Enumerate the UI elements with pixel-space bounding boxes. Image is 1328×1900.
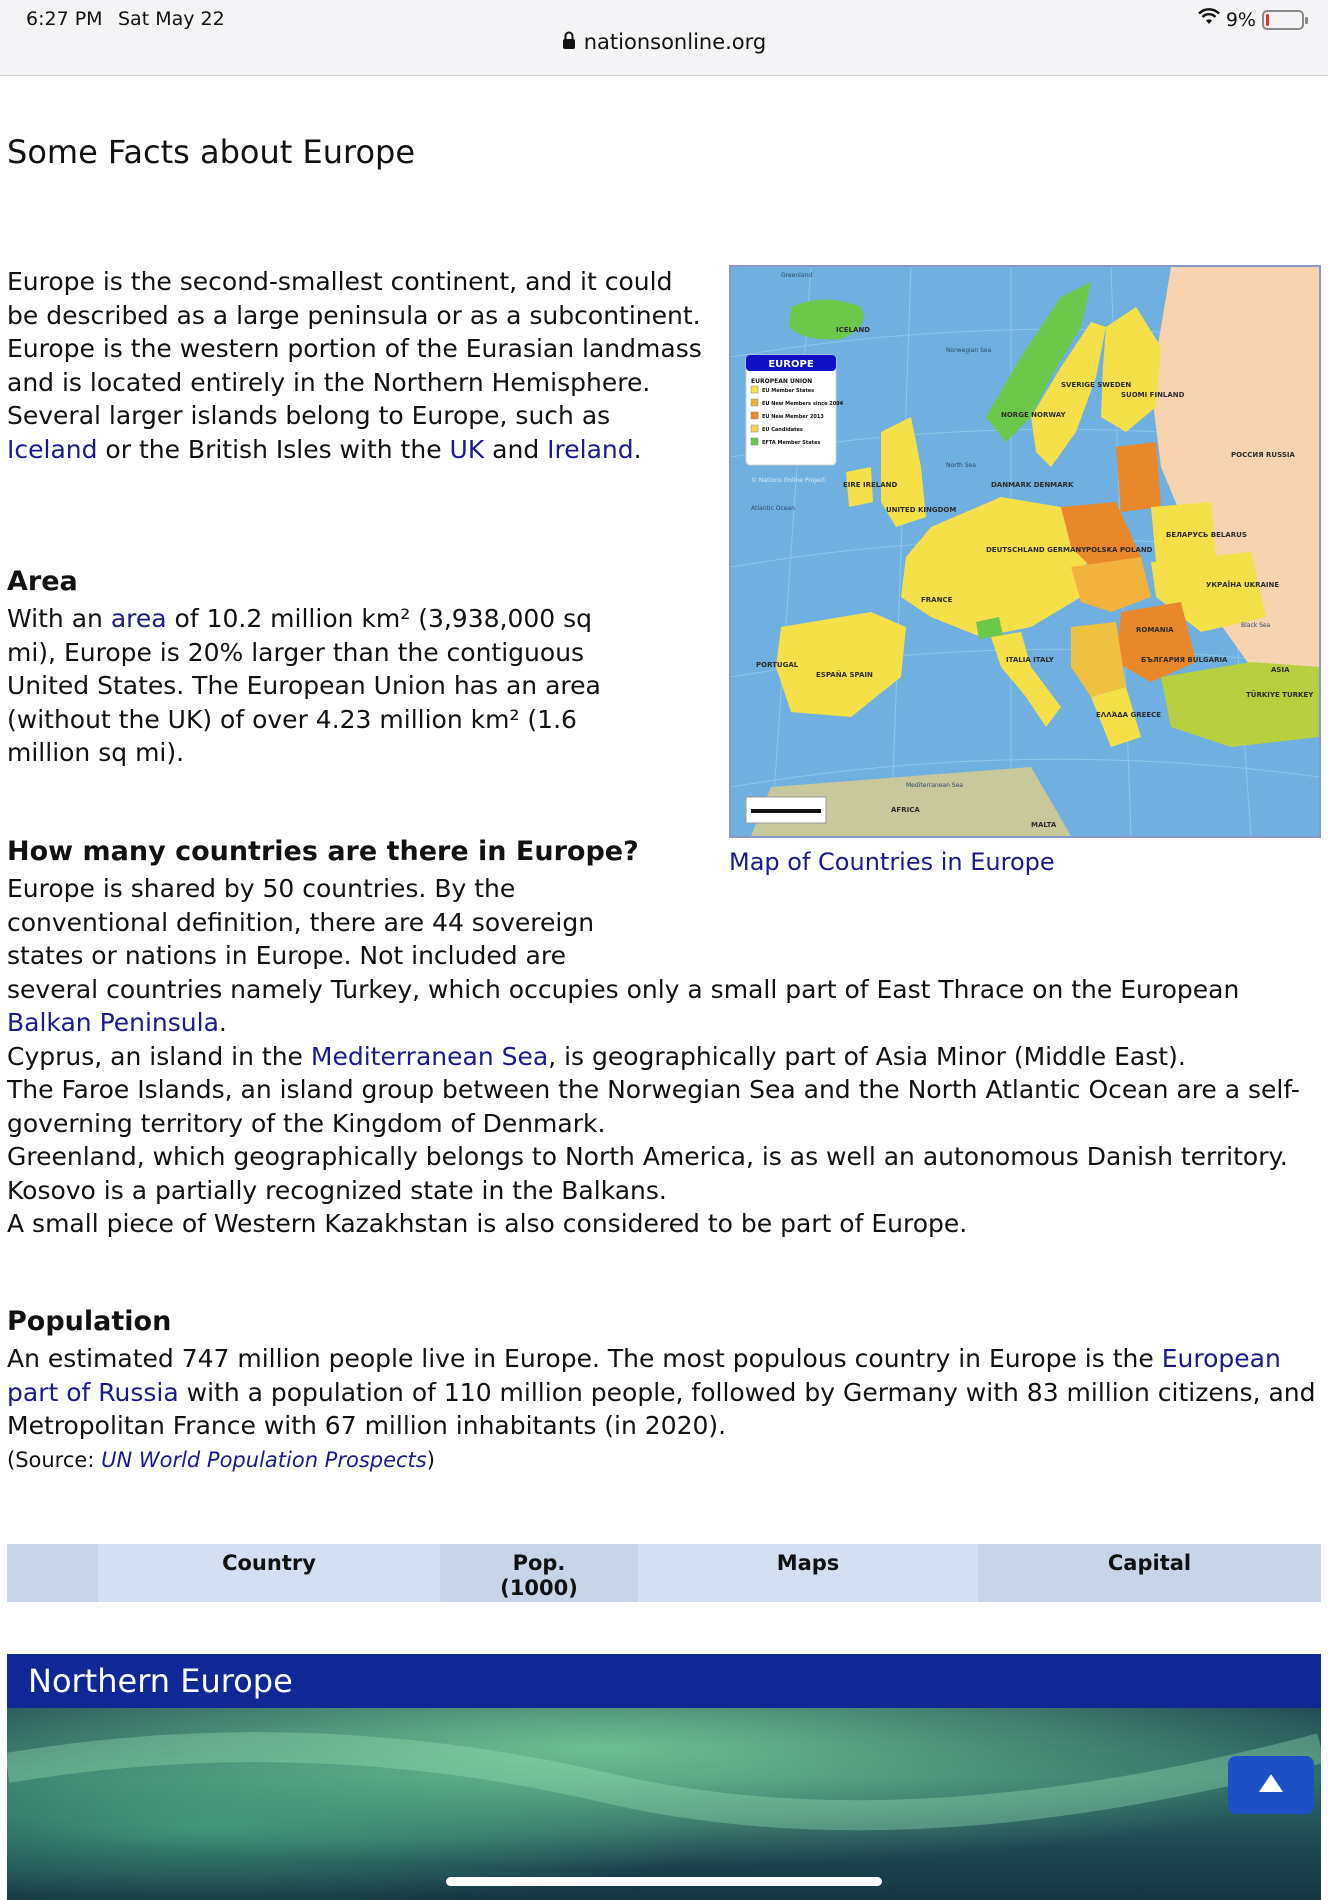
map-label-poland: POLSKA POLAND: [1086, 546, 1153, 554]
legend-item-label: EU New Members since 2004: [762, 401, 844, 407]
map-credit: © Nations Online Project: [751, 477, 826, 484]
map-label-iceland: ICELAND: [836, 326, 871, 334]
page-title: Some Facts about Europe: [7, 133, 416, 171]
status-indicators: [1198, 8, 1304, 31]
intro-paragraph: [7, 265, 707, 466]
population-source: [7, 1448, 435, 1472]
countries-line: A small piece of Western Kazakhstan is also considered to be part of Europe.: [7, 1209, 968, 1238]
legend-swatch: [751, 399, 758, 406]
battery-percent: 9%: [1225, 8, 1256, 31]
map-legend-title: EUROPE: [768, 359, 814, 370]
legend-item-label: EU New Member 2013: [762, 414, 824, 420]
map-label-uk: UNITED KINGDOM: [886, 506, 957, 514]
scroll-to-top-button[interactable]: [1228, 1756, 1314, 1814]
map-label-bulgaria: БЪЛГАРИЯ BULGARIA: [1141, 656, 1228, 664]
legend-item-label: EU Candidates: [762, 427, 803, 433]
intro-text: .: [633, 434, 642, 464]
map-label-belarus: БЕЛАРУСЬ BELARUS: [1166, 531, 1247, 539]
european-russia-link[interactable]: European part of Russia: [7, 1344, 1281, 1407]
address-bar[interactable]: [0, 30, 1328, 54]
iceland-link[interactable]: Iceland: [7, 434, 98, 464]
arrow-up-icon: [1258, 1773, 1284, 1797]
countries-text: Cyprus, an island in the: [7, 1041, 311, 1071]
population-heading: Population: [7, 1306, 172, 1337]
status-time: 6:27 PM: [26, 8, 103, 30]
intro-text: or the British Isles with the: [97, 434, 450, 464]
table-header-country: Country: [98, 1544, 440, 1602]
table-header-population-label: Pop. (1000): [500, 1551, 578, 1600]
map-label-mediterranean-sea: Mediterranean Sea: [906, 782, 963, 789]
legend-swatch: [751, 386, 758, 393]
countries-line: [7, 1040, 1328, 1074]
balkan-peninsula-link[interactable]: Balkan Peninsula: [7, 1008, 219, 1037]
map-label-turkey: TÜRKIYE TURKEY: [1246, 691, 1314, 699]
map-label-france: FRANCE: [921, 596, 953, 604]
map-label-sweden: SVERIGE SWEDEN: [1061, 381, 1132, 389]
map-caption-link[interactable]: Map of Countries in Europe: [729, 848, 1055, 876]
battery-level: [1266, 14, 1269, 26]
map-label-malta: MALTA: [1031, 821, 1057, 829]
table-header-population: [440, 1544, 638, 1602]
countries-text: .: [218, 1008, 227, 1037]
population-text: with a population of 110 million people, followed by Germany with 83 million citizens, and Metropolitan France with 67 million inhabitants (in 2020).: [7, 1377, 1316, 1440]
map-label-africa: AFRICA: [891, 806, 920, 814]
legend-swatch: [751, 438, 758, 445]
legend-item-label: EFTA Member States: [762, 440, 821, 446]
map-label-norwegian-sea: Norwegian Sea: [946, 347, 992, 354]
status-date: Sat May 22: [118, 8, 225, 30]
battery-icon: [1262, 10, 1304, 30]
url-text: nationsonline.org: [583, 30, 767, 54]
countries-line: The Faroe Islands, an island group between the Norwegian Sea and the North Atlantic Ocean are a self-governing territory of the Kingdom of Denmark.: [7, 1075, 1300, 1138]
countries-paragraph: [7, 872, 1328, 1241]
area-text: of 10.2 million km² (3,938,000 sq mi), Europe is 20% larger than the contiguous United States. The European Union has an area (without the UK) of over 4.23 million km² (1.6 million sq mi).: [7, 604, 601, 767]
mediterranean-sea-link[interactable]: Mediterranean Sea: [310, 1041, 549, 1071]
map-label-asia: ASIA: [1271, 666, 1290, 674]
map-label-black-sea: Black Sea: [1241, 622, 1271, 629]
countries-line: [7, 1006, 1328, 1040]
map-label-denmark: DANMARK DENMARK: [991, 481, 1074, 489]
countries-line: Kosovo is a partially recognized state in the Balkans.: [7, 1175, 667, 1205]
map-label-ukraine: УКРАЇНА UKRAINE: [1206, 581, 1280, 589]
northern-europe-image: [7, 1708, 1321, 1900]
source-text: (Source:: [7, 1448, 102, 1472]
area-link[interactable]: area: [110, 604, 167, 633]
countries-line: several countries namely Turkey, which occupies only a small part of East Thrace on the European: [7, 974, 1240, 1004]
un-population-link[interactable]: [101, 1448, 427, 1472]
countries-text: , is geographically part of Asia Minor (Middle East).: [548, 1041, 1186, 1071]
countries-line: Europe is shared by 50 countries. By the: [7, 874, 516, 903]
map-label-norway: NORGE NORWAY: [1001, 411, 1066, 419]
countries-line: Greenland, which geographically belongs to North America, is as well an autonomous Danish territory.: [7, 1142, 1288, 1171]
population-paragraph: [7, 1342, 1328, 1443]
ireland-link[interactable]: Ireland: [547, 434, 634, 464]
legend-item-label: EU Member States: [762, 388, 815, 394]
population-text: An estimated 747 million people live in Europe. The most populous country in Europe is the: [7, 1344, 1162, 1373]
map-legend-subtitle: EUROPEAN UNION: [751, 378, 813, 385]
map-label-spain: ESPAÑA SPAIN: [816, 671, 873, 679]
map-label-north-sea: North Sea: [946, 462, 976, 469]
wifi-icon: [1198, 8, 1220, 31]
map-label-greenland: Greenland: [781, 272, 813, 279]
map-label-russia: РОССИЯ RUSSIA: [1231, 451, 1295, 459]
legend-swatch: [751, 425, 758, 432]
legend-swatch: [751, 412, 758, 419]
countries-heading: How many countries are there in Europe?: [7, 836, 639, 867]
map-label-finland: SUOMI FINLAND: [1121, 391, 1185, 399]
map-label-ireland: EIRE IRELAND: [843, 481, 898, 489]
countries-line: conventional definition, there are 44 sovereign: [7, 907, 595, 937]
region-heading-northern-europe: Northern Europe: [7, 1654, 1321, 1708]
intro-text: and: [484, 434, 548, 464]
countries-line: states or nations in Europe. Not included are: [7, 941, 566, 970]
table-header-maps: Maps: [638, 1544, 978, 1602]
area-paragraph: [7, 602, 647, 770]
intro-text: Europe is the second-smallest continent, and it could be described as a large peninsula or as a subcontinent. Europe is the western portion of the Eurasian landmass and is located entirely in the Northern Hemisphere. Several larger islands belong to Europe, such as: [7, 267, 702, 430]
map-label-atlantic: Atlantic Ocean: [751, 505, 795, 512]
map-label-italy: ITALIA ITALY: [1006, 656, 1054, 664]
map-label-romania: ROMANIA: [1136, 626, 1174, 634]
map-label-portugal: PORTUGAL: [756, 661, 799, 669]
europe-map[interactable]: [729, 265, 1321, 838]
area-text: With an: [7, 604, 111, 633]
home-indicator[interactable]: [446, 1877, 882, 1886]
table-header-cell: [7, 1544, 98, 1602]
uk-link[interactable]: UK: [449, 434, 485, 464]
status-bar: [0, 0, 1328, 76]
source-link-text: UN World Population Prospects: [101, 1448, 427, 1472]
map-label-germany: DEUTSCHLAND GERMANY: [986, 546, 1087, 554]
lock-icon: [562, 30, 576, 54]
source-text: ): [426, 1448, 435, 1472]
area-heading: Area: [7, 566, 78, 597]
map-label-greece: ΕΛΛΆΔΑ GREECE: [1096, 711, 1162, 719]
table-header-capital: Capital: [978, 1544, 1321, 1602]
countries-table-header: [7, 1544, 1321, 1602]
